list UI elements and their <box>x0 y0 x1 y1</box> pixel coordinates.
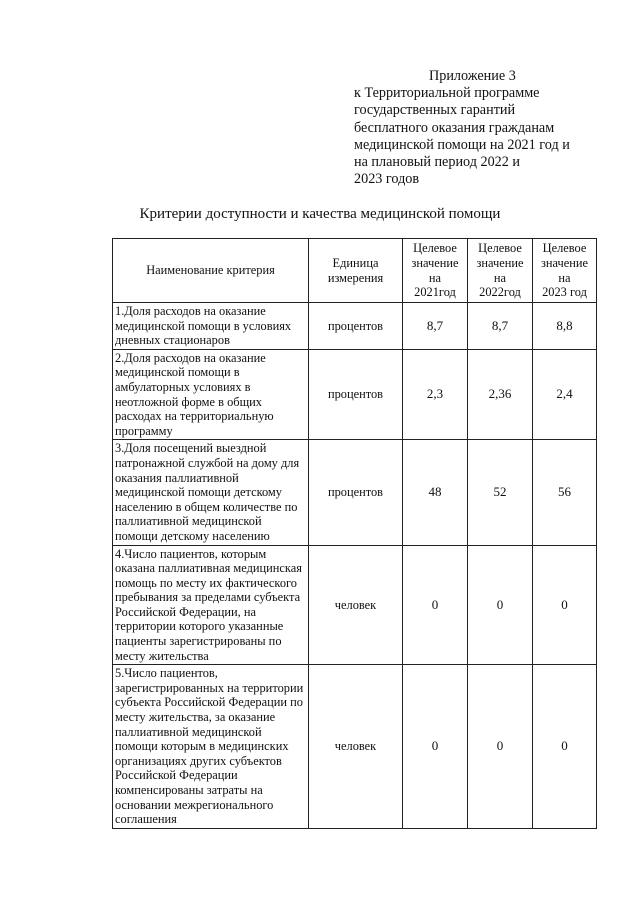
criterion-unit: процентов <box>309 440 403 545</box>
table-row <box>113 665 597 829</box>
header-target-2023: Целевое значение на 2023 год <box>533 239 597 303</box>
appendix-line: на плановый период 2022 и <box>354 154 521 171</box>
criterion-name: 1.Доля расходов на оказание медицинской помощи в условиях дневных стационаров <box>113 303 309 350</box>
criterion-name: 5.Число пациентов, зарегистрированных на территории субъекта Российской Федерации по месту жительства, за оказание паллиативной медицинской помощи которым в медицинских организациях других субъектов Российской Федерации компенсированы затраты на основании межрегионального соглашения <box>113 665 309 829</box>
appendix-line: государственных гарантий <box>354 102 516 119</box>
value-2023: 0 <box>533 545 597 665</box>
table-row <box>113 440 597 545</box>
table-row <box>113 303 597 350</box>
value-2023: 8,8 <box>533 303 597 350</box>
criterion-unit: человек <box>309 545 403 665</box>
appendix-line: к Территориальной программе <box>354 85 540 102</box>
table-header-row <box>113 239 597 303</box>
header-unit: Единица измерения <box>309 239 403 303</box>
appendix-header <box>354 68 624 188</box>
value-2021: 48 <box>403 440 468 545</box>
value-2023: 2,4 <box>533 349 597 440</box>
value-2021: 0 <box>403 665 468 829</box>
page-title: Критерии доступности и качества медицинской помощи <box>139 206 501 222</box>
value-2021: 0 <box>403 545 468 665</box>
criterion-name: 4.Число пациентов, которым оказана паллиативная медицинская помощь по месту их фактического пребывания за пределами субъекта Российской Федерации, на территории которого указанные пациенты зарегистрированы по месту жительства <box>113 545 309 665</box>
header-target-2022: Целевое значение на 2022год <box>468 239 533 303</box>
criterion-name: 3.Доля посещений выездной патронажной службой на дому для оказания паллиативной медицинской помощи детскому населению в общем количестве по паллиативной медицинской помощи детскому населению <box>113 440 309 545</box>
value-2023: 56 <box>533 440 597 545</box>
appendix-line: бесплатного оказания гражданам <box>354 119 555 136</box>
appendix-line: медицинской помощи на 2021 год и <box>354 136 570 153</box>
appendix-line: Приложение 3 <box>429 68 516 84</box>
value-2022: 0 <box>468 545 533 665</box>
value-2023: 0 <box>533 665 597 829</box>
value-2022: 52 <box>468 440 533 545</box>
header-target-2021: Целевое значение на 2021год <box>403 239 468 303</box>
value-2022: 8,7 <box>468 303 533 350</box>
criterion-name: 2.Доля расходов на оказание медицинской помощи в амбулаторных условиях в неотложной форме в общих расходах на территориальную программу <box>113 349 309 440</box>
header-criterion-name: Наименование критерия <box>113 239 309 303</box>
criterion-unit: процентов <box>309 349 403 440</box>
criterion-unit: человек <box>309 665 403 829</box>
value-2021: 2,3 <box>403 349 468 440</box>
value-2021: 8,7 <box>403 303 468 350</box>
table-row <box>113 349 597 440</box>
criterion-unit: процентов <box>309 303 403 350</box>
value-2022: 0 <box>468 665 533 829</box>
appendix-line: 2023 годов <box>354 171 420 188</box>
value-2022: 2,36 <box>468 349 533 440</box>
table-row <box>113 545 597 665</box>
criteria-table <box>112 238 597 829</box>
